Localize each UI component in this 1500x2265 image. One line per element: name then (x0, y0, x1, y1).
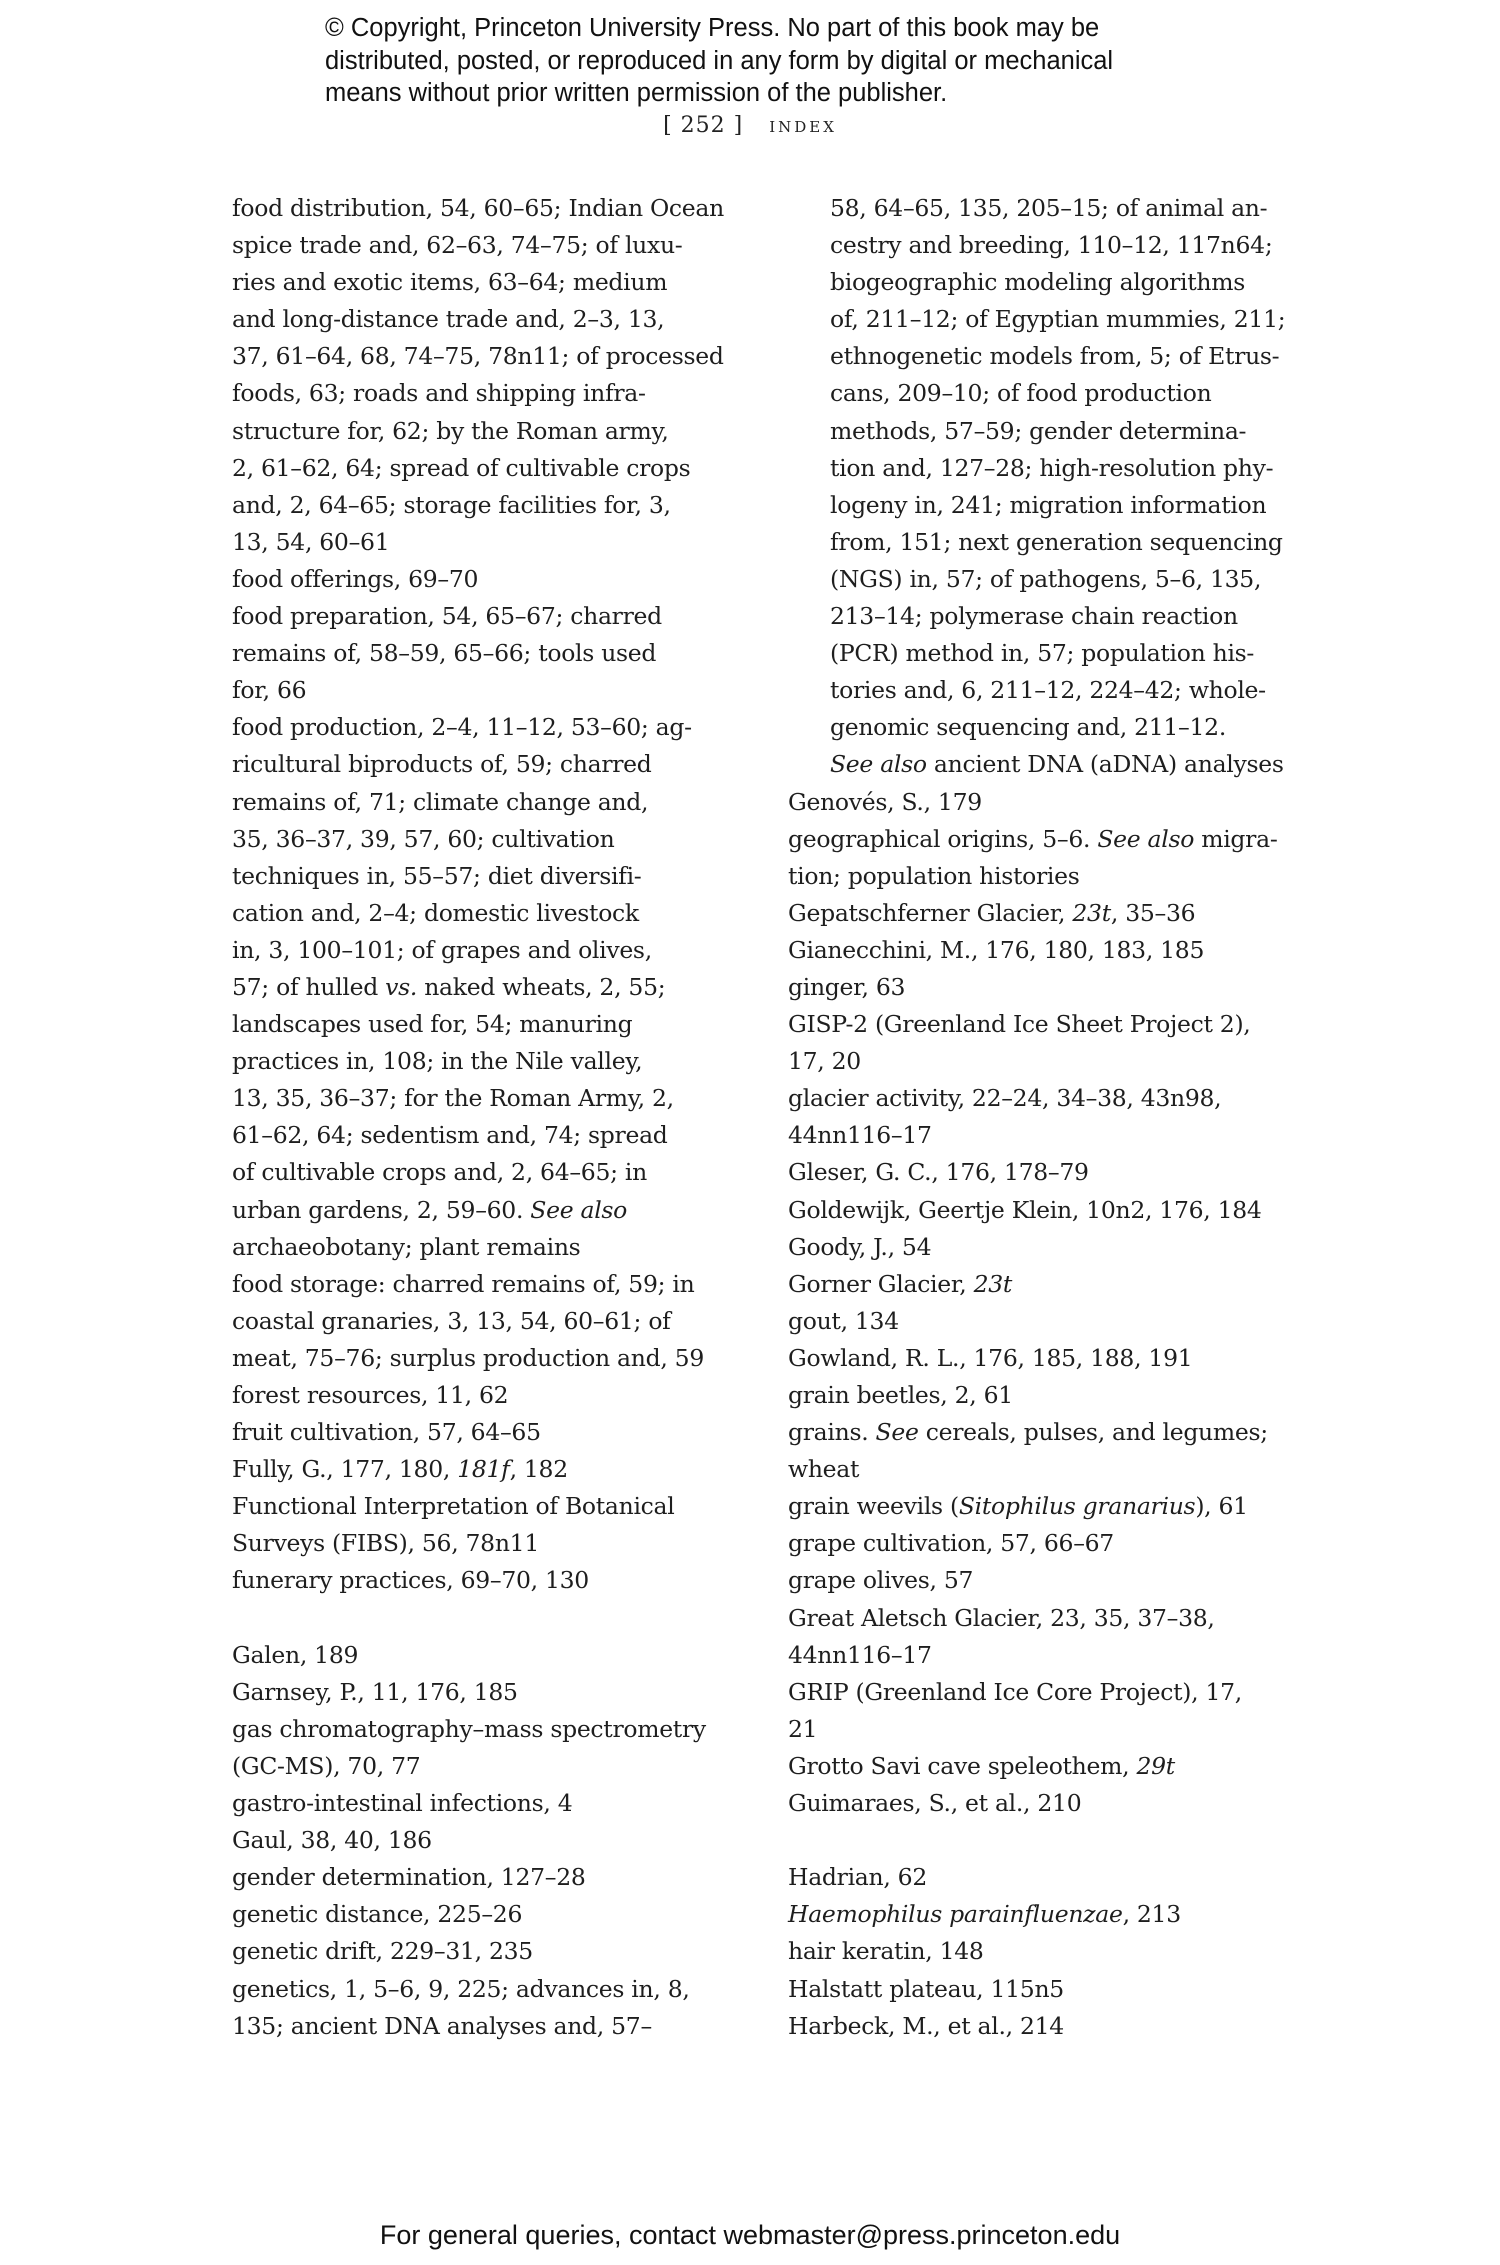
index-entry (788, 1266, 1308, 1303)
index-entry-line: logeny in, 241; migration information (830, 490, 1267, 519)
index-entry-line: in, 3, 100–101; of grapes and olives, (232, 935, 652, 964)
index-entry (788, 2008, 1308, 2045)
index-entry-line: hair keratin, 148 (788, 1937, 984, 1966)
index-entry-line: ricultural biproducts of, 59; charred (232, 750, 652, 779)
index-entry (788, 1192, 1308, 1229)
index-entry-line: coastal granaries, 3, 13, 54, 60–61; of (232, 1306, 671, 1335)
letter-group-gap (232, 1600, 752, 1637)
index-entry-line: and, 2, 64–65; storage facilities for, 3, (232, 490, 671, 519)
index-entry (232, 1488, 752, 1562)
index-entry (232, 1674, 752, 1711)
index-entry-line: Genovés, S., 179 (788, 787, 982, 816)
copyright-line: means without prior written permission of the publisher. (325, 79, 948, 107)
index-entry-line: landscapes used for, 54; manuring (232, 1010, 633, 1039)
index-entry-line: 2, 61–62, 64; spread of cultivable crops (232, 453, 691, 482)
index-entry-line: Hadrian, 62 (788, 1863, 927, 1892)
index-entry-line: Gorner Glacier, 23t (788, 1269, 1013, 1298)
index-entry (788, 1303, 1308, 1340)
index-entry (232, 1859, 752, 1896)
index-entry-line: ries and exotic items, 63–64; medium (232, 268, 668, 297)
index-entry (232, 1451, 752, 1488)
index-entry (788, 1377, 1308, 1414)
index-entry (232, 1933, 752, 1970)
index-entry (232, 1822, 752, 1859)
index-entry-line: tories and, 6, 211–12, 224–42; whole- (830, 676, 1266, 705)
index-entry (232, 1266, 752, 1377)
index-entry-line: geographical origins, 5–6. See also migra- (788, 824, 1278, 853)
index-column-right (788, 190, 1308, 2045)
index-entry-line: Harbeck, M., et al., 214 (788, 2011, 1064, 2040)
index-entry-line: (PCR) method in, 57; population his- (830, 639, 1255, 668)
index-entry (232, 598, 752, 709)
copyright-notice (325, 12, 1325, 110)
index-entry-line: Gowland, R. L., 176, 185, 188, 191 (788, 1343, 1193, 1372)
index-entry (788, 1748, 1308, 1785)
index-entry-line: tion and, 127–28; high-resolution phy- (830, 453, 1274, 482)
index-entry-line: food storage: charred remains of, 59; in (232, 1269, 695, 1298)
index-entry-line: Surveys (FIBS), 56, 78n11 (232, 1529, 539, 1558)
index-entry (788, 932, 1308, 969)
index-entry-line: structure for, 62; by the Roman army, (232, 416, 669, 445)
index-entry (232, 1377, 752, 1414)
index-entry-line: genetic drift, 229–31, 235 (232, 1937, 533, 1966)
page-number: [ 252 ] (663, 113, 744, 138)
index-entry-line: foods, 63; roads and shipping infra- (232, 379, 646, 408)
index-entry (788, 1525, 1308, 1562)
index-entry-line: tion; population histories (788, 861, 1080, 890)
index-entry-line: Gianecchini, M., 176, 180, 183, 185 (788, 935, 1205, 964)
index-entry-line: 57; of hulled vs. naked wheats, 2, 55; (232, 972, 666, 1001)
index-entry-line: Galen, 189 (232, 1640, 359, 1669)
index-entry-line: funerary practices, 69–70, 130 (232, 1566, 589, 1595)
index-column-left (232, 190, 752, 2045)
letter-group-gap (788, 1822, 1308, 1859)
index-entry (788, 895, 1308, 932)
index-entry (788, 1859, 1308, 1896)
index-entry (788, 1414, 1308, 1488)
index-entry (232, 1785, 752, 1822)
index-entry (788, 1562, 1308, 1599)
index-entry-line: techniques in, 55–57; diet diversifi- (232, 861, 642, 890)
index-entry-line: gastro-intestinal infections, 4 (232, 1789, 573, 1818)
index-entry-line: Great Aletsch Glacier, 23, 35, 37–38, (788, 1603, 1215, 1632)
index-entry (788, 1340, 1308, 1377)
index-entry-line: 17, 20 (788, 1047, 861, 1076)
index-entry (788, 1933, 1308, 1970)
running-head (0, 111, 1500, 141)
index-entry-line: genetics, 1, 5–6, 9, 225; advances in, 8, (232, 1974, 690, 2003)
index-entry-line: gender determination, 127–28 (232, 1863, 586, 1892)
index-entry (232, 1971, 752, 2045)
index-entry-line: Garnsey, P., 11, 176, 185 (232, 1677, 518, 1706)
index-entry-line: cation and, 2–4; domestic livestock (232, 898, 639, 927)
index-entry (232, 1562, 752, 1599)
index-entry-line: Functional Interpretation of Botanical (232, 1492, 675, 1521)
index-entry-line: and long-distance trade and, 2–3, 13, (232, 305, 665, 334)
index-entry-line: methods, 57–59; gender determina- (830, 416, 1247, 445)
index-entry (788, 1674, 1308, 1748)
index-entry-line: Gepatschferner Glacier, 23t, 35–36 (788, 898, 1196, 927)
index-entry (788, 1785, 1308, 1822)
index-entry (232, 190, 752, 561)
index-entry-line: archaeobotany; plant remains (232, 1232, 581, 1261)
index-entry-line: See also ancient DNA (aDNA) analyses (830, 750, 1284, 779)
index-entry-line: meat, 75–76; surplus production and, 59 (232, 1343, 704, 1372)
index-entry (788, 1154, 1308, 1191)
index-entry-line: Gleser, G. C., 176, 178–79 (788, 1158, 1089, 1187)
index-entry-line: 213–14; polymerase chain reaction (830, 602, 1238, 631)
index-entry-line: 21 (788, 1714, 818, 1743)
index-entry (788, 1600, 1308, 1674)
copyright-line: © Copyright, Princeton University Press. No part of this book may be (325, 14, 1100, 42)
index-entry-line: grape olives, 57 (788, 1566, 974, 1595)
index-entry-line: spice trade and, 62–63, 74–75; of luxu- (232, 231, 683, 260)
index-entry-line: cans, 209–10; of food production (830, 379, 1212, 408)
index-entry-line: gout, 134 (788, 1306, 899, 1335)
index-entry (788, 969, 1308, 1006)
index-entry-continued (788, 190, 1308, 784)
index-entry-line: glacier activity, 22–24, 34–38, 43n98, (788, 1084, 1222, 1113)
index-entry-line: genetic distance, 225–26 (232, 1900, 523, 1929)
index-entry-line: 35, 36–37, 39, 57, 60; cultivation (232, 824, 615, 853)
index-entry-line: 61–62, 64; sedentism and, 74; spread (232, 1121, 668, 1150)
index-entry-line: ginger, 63 (788, 972, 906, 1001)
index-entry-line: Grotto Savi cave speleothem, 29t (788, 1751, 1175, 1780)
footer-contact: For general queries, contact webmaster@press.princeton.edu (379, 2220, 1121, 2250)
index-entry-line: grains. See cereals, pulses, and legumes; (788, 1418, 1268, 1447)
section-title: index (769, 113, 837, 138)
index-entry-line: fruit cultivation, 57, 64–65 (232, 1418, 541, 1447)
index-entry-line: Gaul, 38, 40, 186 (232, 1826, 432, 1855)
index-entry (232, 1414, 752, 1451)
index-entry-line: ethnogenetic models from, 5; of Etrus- (830, 342, 1280, 371)
index-entry (788, 1488, 1308, 1525)
index-entry (232, 561, 752, 598)
index-entry-line: GISP-2 (Greenland Ice Sheet Project 2), (788, 1010, 1251, 1039)
index-entry-line: of, 211–12; of Egyptian mummies, 211; (830, 305, 1286, 334)
index-entry-line: wheat (788, 1455, 860, 1484)
index-entry-line: food preparation, 54, 65–67; charred (232, 602, 662, 631)
index-entry-line: food offerings, 69–70 (232, 564, 479, 593)
index-entry-line: 135; ancient DNA analyses and, 57– (232, 2011, 652, 2040)
index-entry (788, 1971, 1308, 2008)
index-entry-line: grape cultivation, 57, 66–67 (788, 1529, 1114, 1558)
index-entry-line: Goody, J., 54 (788, 1232, 932, 1261)
index-entry-line: 13, 35, 36–37; for the Roman Army, 2, (232, 1084, 674, 1113)
index-entry-line: 13, 54, 60–61 (232, 527, 390, 556)
index-entry-line: food production, 2–4, 11–12, 53–60; ag- (232, 713, 692, 742)
index-entry (788, 784, 1308, 821)
index-entry (232, 1711, 752, 1785)
copyright-line: distributed, posted, or reproduced in any form by digital or mechanical (325, 46, 1114, 75)
index-entry-line: Fully, G., 177, 180, 181f, 182 (232, 1455, 568, 1484)
index-entry-line: remains of, 71; climate change and, (232, 787, 649, 816)
index-entry-line: urban gardens, 2, 59–60. See also (232, 1195, 628, 1224)
index-entry-line: for, 66 (232, 676, 307, 705)
index-entry-line: biogeographic modeling algorithms (830, 268, 1245, 297)
index-entry-line: 58, 64–65, 135, 205–15; of animal an- (830, 194, 1268, 222)
index-entry-line: 37, 61–64, 68, 74–75, 78n11; of processed (232, 342, 724, 371)
index-entry-line: Goldewijk, Geertje Klein, 10n2, 176, 184 (788, 1195, 1262, 1224)
index-entry-line: gas chromatography–mass spectrometry (232, 1714, 706, 1743)
index-entry (232, 709, 752, 1265)
index-entry (788, 1896, 1308, 1933)
index-entry-line: Haemophilus parainfluenzae, 213 (788, 1900, 1181, 1929)
index-entry-line: of cultivable crops and, 2, 64–65; in (232, 1158, 647, 1187)
index-entry-line: remains of, 58–59, 65–66; tools used (232, 639, 657, 668)
index-entry-line: practices in, 108; in the Nile valley, (232, 1047, 643, 1076)
index-entry-line: (GC-MS), 70, 77 (232, 1751, 421, 1780)
index-entry-line: Guimaraes, S., et al., 210 (788, 1789, 1082, 1818)
index-entry-line: GRIP (Greenland Ice Core Project), 17, (788, 1677, 1242, 1706)
index-entry (788, 1006, 1308, 1080)
index-entry (788, 1229, 1308, 1266)
index-entry (788, 821, 1308, 895)
index-entry-line: cestry and breeding, 110–12, 117n64; (830, 231, 1273, 260)
index-entry (232, 1896, 752, 1933)
index-entry (788, 1080, 1308, 1154)
index-entry (232, 1637, 752, 1674)
index-entry-line: grain weevils (Sitophilus granarius), 61 (788, 1492, 1248, 1521)
index-entry-line: genomic sequencing and, 211–12. (830, 713, 1226, 742)
index-entry-line: food distribution, 54, 60–65; Indian Ocean (232, 194, 724, 222)
index-entry-line: from, 151; next generation sequencing (830, 527, 1283, 556)
index-entry-line: (NGS) in, 57; of pathogens, 5–6, 135, (830, 564, 1262, 593)
index-entry-line: forest resources, 11, 62 (232, 1381, 509, 1409)
index-entry-line: Halstatt plateau, 115n5 (788, 1974, 1064, 2003)
index-entry-line: 44nn116–17 (788, 1640, 932, 1669)
index-entry-line: grain beetles, 2, 61 (788, 1381, 1013, 1409)
index-entry-line: 44nn116–17 (788, 1121, 932, 1150)
